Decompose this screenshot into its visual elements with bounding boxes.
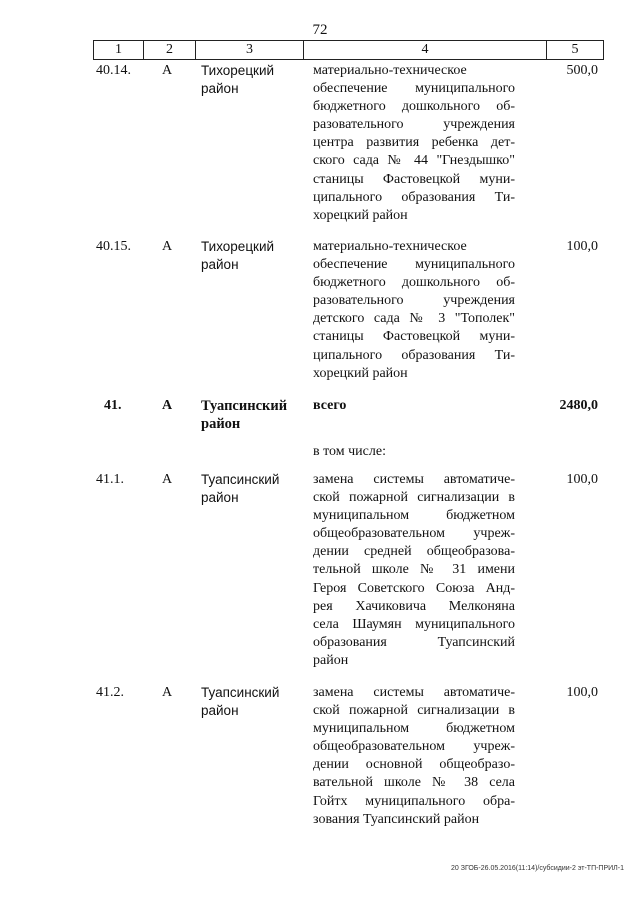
row-number: 41.2. — [96, 685, 124, 700]
page-number: 72 — [312, 22, 328, 38]
row-sum: 100,0 — [566, 685, 598, 700]
desc-line: дении основной общеобразо- — [313, 757, 515, 773]
row-category: А — [162, 472, 173, 487]
row-category: А — [162, 685, 173, 700]
desc-line: вательной школе № 38 села — [313, 775, 515, 791]
row-district: Туапсинский район — [201, 472, 280, 506]
desc-line: зования Туапсинский район — [313, 811, 480, 827]
desc-line: центра развития ребенка дет- — [313, 135, 515, 151]
row-district: Тихорецкий район — [201, 239, 275, 273]
desc-line: села Шаумян муниципального — [313, 616, 515, 632]
desc-line: станицы Фастовецкой муни- — [313, 329, 515, 345]
row-sum: 2480,0 — [559, 398, 598, 413]
desc-line: бюджетного дошкольного об- — [313, 275, 515, 291]
desc-line: в том числе: — [313, 444, 386, 459]
row-description — [313, 62, 515, 225]
row-category: А — [162, 63, 173, 78]
row-category: А — [162, 398, 173, 413]
row-description — [313, 684, 515, 829]
header-col-5: 5 — [571, 42, 579, 57]
row-number: 40.15. — [96, 239, 131, 254]
desc-line: хорецкий район — [313, 365, 408, 381]
row-sum: 500,0 — [566, 63, 598, 78]
desc-line: обеспечение муниципального — [313, 257, 515, 273]
desc-line: ципального образования Ти- — [313, 347, 515, 363]
desc-line: муниципальном бюджетном — [313, 508, 515, 524]
desc-line: замена системы автоматиче- — [313, 685, 515, 700]
desc-line: общеобразовательном учреж- — [313, 739, 515, 755]
row-sum: 100,0 — [566, 239, 598, 254]
desc-line: общеобразовательном учреж- — [313, 526, 515, 542]
desc-line: Героя Советского Союза Анд- — [313, 580, 515, 596]
desc-line: образования Туапсинский — [313, 634, 515, 650]
row-description — [313, 471, 515, 670]
header-col-4: 4 — [304, 41, 547, 59]
desc-line: замена системы автоматиче- — [313, 472, 515, 487]
desc-line: рея Хачиковича Мелконяна — [313, 598, 515, 614]
row-number: 41.1. — [96, 472, 124, 487]
desc-line: станицы Фастовецкой муни- — [313, 171, 515, 187]
row-number: 41. — [104, 398, 122, 413]
desc-line: ской пожарной сигнализации в — [313, 490, 515, 506]
row-description — [313, 238, 515, 383]
header-col-3: 3 — [196, 41, 304, 59]
desc-line: обеспечение муниципального — [313, 81, 515, 97]
desc-line: район — [313, 652, 349, 668]
desc-line: ской пожарной сигнализации в — [313, 703, 515, 719]
header-col-1: 1 — [94, 41, 144, 59]
row-district: Туапсинский район — [201, 685, 280, 719]
desc-line: материально-техническое — [313, 239, 467, 254]
desc-line: материально-техническое — [313, 63, 467, 78]
desc-line: дении средней общеобразова- — [313, 544, 515, 560]
desc-line: детского сада № 3 "Тополек" — [313, 311, 515, 327]
row-district: Туапсинский район — [201, 398, 288, 433]
desc-line: ского сада № 44 "Гнездышко" — [313, 153, 515, 169]
desc-line: муниципальном бюджетном — [313, 721, 515, 737]
row-category: А — [162, 239, 173, 254]
footer-document-code: 20 ЗГОБ-26.05.2016(11:14)/субсидии-2 эт-ТП-ПРИЛ-1 — [450, 865, 624, 872]
desc-line: Гойтх муниципального обра- — [313, 793, 515, 809]
row-description — [313, 397, 515, 415]
desc-line: всего — [313, 398, 347, 413]
desc-line: разовательного учреждения — [313, 117, 515, 133]
row-district: Тихорецкий район — [201, 63, 275, 97]
desc-line: хорецкий район — [313, 207, 408, 223]
header-col-2: 2 — [144, 41, 196, 59]
desc-line: тельной школе № 31 имени — [313, 562, 515, 578]
desc-line: бюджетного дошкольного об- — [313, 99, 515, 115]
row-number: 40.14. — [96, 63, 131, 78]
desc-line: разовательного учреждения — [313, 293, 515, 309]
desc-line: ципального образования Ти- — [313, 189, 515, 205]
table-header — [93, 40, 604, 60]
row-description — [313, 443, 515, 461]
row-sum: 100,0 — [566, 472, 598, 487]
